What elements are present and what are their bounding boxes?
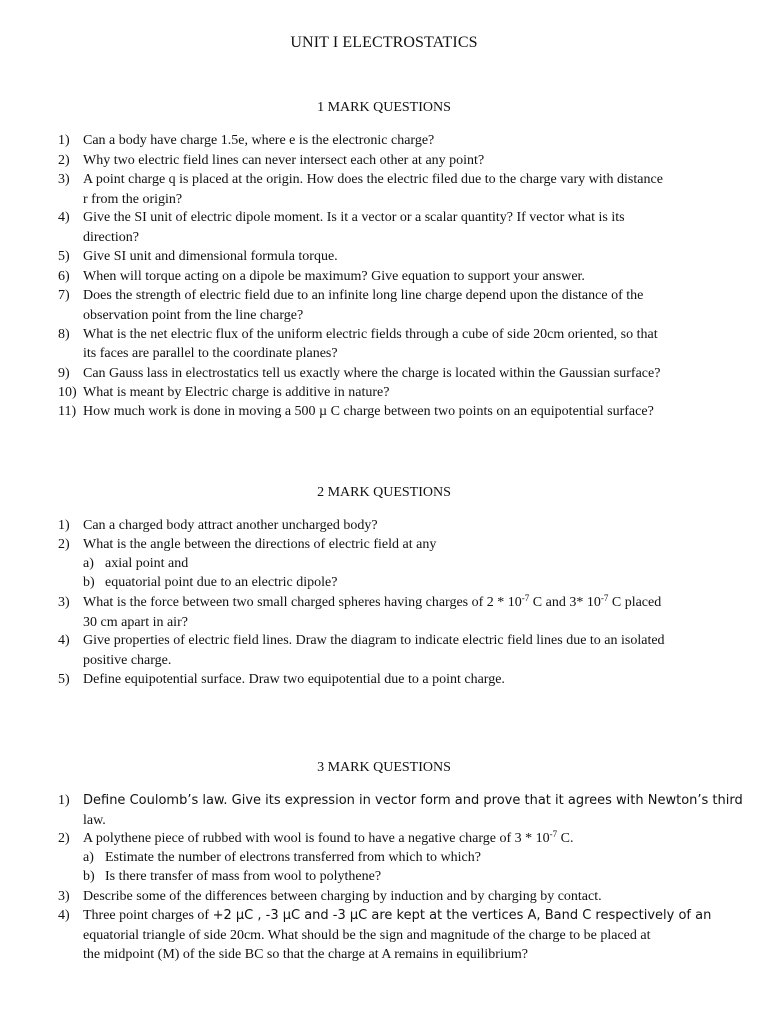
section-heading-1-mark: 1 MARK QUESTIONS (317, 100, 451, 115)
subitem-2m-2b: b) equatorial point due to an electric dipole? (83, 575, 338, 590)
subitem-2m-2a: a) axial point and (83, 556, 189, 571)
subitem-3m-2a: a) Estimate the number of electrons transferred from which to which? (83, 850, 481, 865)
page-title: UNIT I ELECTROSTATICS (290, 34, 478, 51)
section-heading-3-mark: 3 MARK QUESTIONS (317, 760, 451, 775)
section-heading-2-mark: 2 MARK QUESTIONS (317, 485, 451, 500)
subitem-3m-2b: b) Is there transfer of mass from wool to polythene? (83, 869, 382, 884)
document-page: UNIT I ELECTROSTATICS 1 MARK QUESTIONS 1) Can a body have charge 1.5e, where e is the electronic charge? 2) Why two electric field lines can never intersect each other at any point? 3) A point charge q is placed at the origin. How does the electric filed due to the charge vary with distance r from the origin? 4) Give the SI unit of electric dipole moment. Is it a vector or a scalar quantity? If vector what is its direction? 5) Give SI unit and dimensional formula torque. 6) When will torque acting on a dipole be maximum? Give equation to support your answer. 7) Does the strength of electric field due to an infinite long line charge depend upon the distance of the observation point from the line charge? 8) What is the net electric flux of the uniform electric fields through a cube of side 20cm oriented, so that its faces are parallel to the coordinate planes? 9) Can Gauss lass in electrostatics tell us exactly where the charge is located within the Gaussian surface? 10) What is meant by Electric charge is additive in nature? 11) How much work is done in moving a 500 µ C charge between two points on an equipotential surface? 2 MARK QUESTIONS 1) Can a charged body attract another uncharged body? 2) What is the angle between the directions of electric field at any a) axial point and b) equatorial point due to an electric dipole? 3) What is the force between two small charged spheres having charges of $2 * 10^{-7}$ C and 3* $10^{-7}$ C placed 30 cm apart in air? 4) Give properties of electric field lines. Draw the diagram to indicate electric field lines due to an isolated positive charge. 5) Define equipotential surface. Draw two equipotential due to a point charge. 3 MARK QUESTIONS 1) Define Coulomb’s law. Give its expression in vector form and prove that it agrees with Newton’s third law. 2) A polythene piece of rubbed with wool is found to have a negative charge of $3 * 10^{-7}$ C. a) Estimate the number of electrons transferred from which to which? b) Is there transfer of mass from wool to polythene? 3) Describe some of the differences between charging by induction and by charging by contact. 4) Three point charges of +2 µC , -3 µC and -3 µC are kept at the vertices A, Band C respectively of an equatorial triangle of side 20cm. What should be the sign and magnitude of the charge to be placed at the midpoint (M) of the side BC so that the charge at A remains in equilibrium? (0, 0, 768, 1024)
